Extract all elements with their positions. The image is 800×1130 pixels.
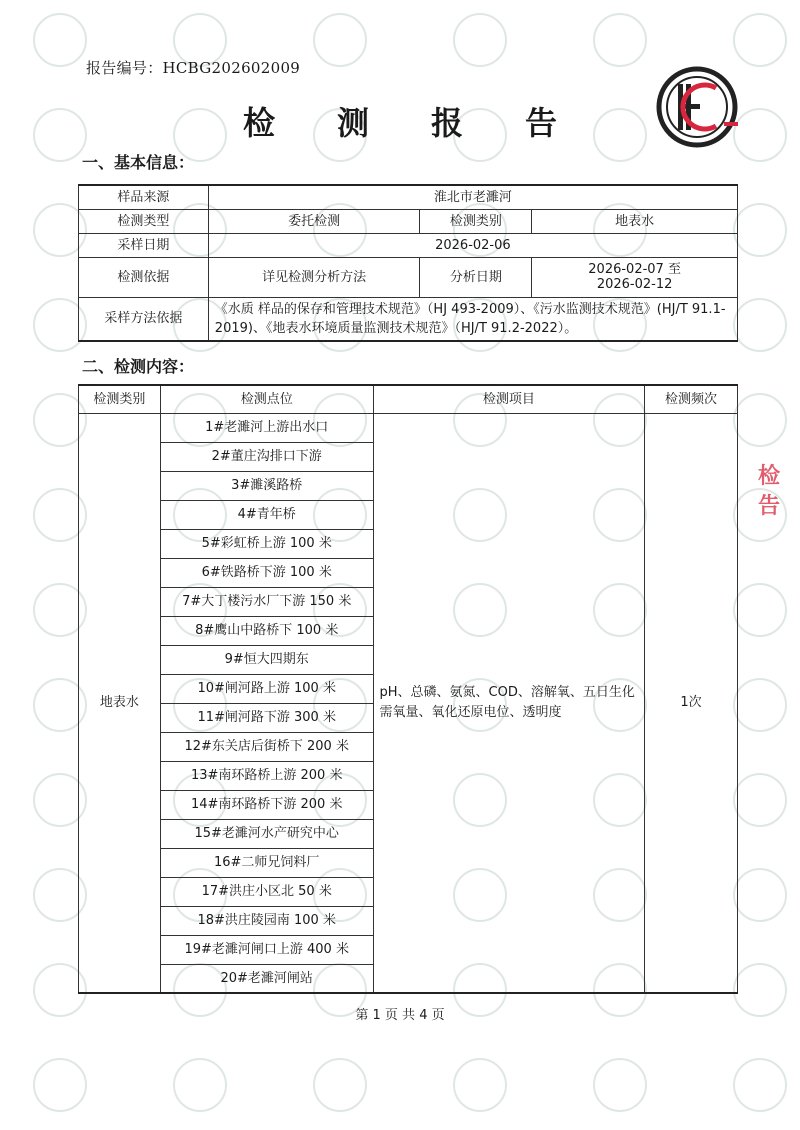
label-sample-source: 样品来源 <box>79 185 209 209</box>
table-row <box>79 413 738 442</box>
cell-point: 10#闸河路上游 100 米 <box>160 674 373 703</box>
value-sample-source: 淮北市老濉河 <box>208 185 737 209</box>
stamp-text-1: 检 <box>758 464 781 489</box>
section-basic-info-heading: 一、基本信息： <box>82 153 195 172</box>
column-header-point: 检测点位 <box>160 385 373 413</box>
cell-point: 14#南环路桥下游 200 米 <box>160 790 373 819</box>
cell-point: 16#二师兄饲料厂 <box>160 848 373 877</box>
label-test-basis: 检测依据 <box>79 257 209 297</box>
label-test-category: 检测类别 <box>420 209 532 233</box>
value-analysis-date <box>532 257 738 297</box>
cell-point: 4#青年桥 <box>160 500 373 529</box>
cell-point: 19#老濉河闸口上游 400 米 <box>160 935 373 964</box>
column-header-category: 检测类别 <box>79 385 161 413</box>
value-sampling-date: 2026-02-06 <box>208 233 737 257</box>
cell-point: 5#彩虹桥上游 100 米 <box>160 529 373 558</box>
label-sampling-date: 采样日期 <box>79 233 209 257</box>
stamp-text-2: 告 <box>758 494 781 519</box>
value-test-basis: 详见检测分析方法 <box>208 257 420 297</box>
label-analysis-date: 分析日期 <box>420 257 532 297</box>
cell-point: 11#闸河路下游 300 米 <box>160 703 373 732</box>
cell-point: 3#濉溪路桥 <box>160 471 373 500</box>
cell-point: 9#恒大四期东 <box>160 645 373 674</box>
label-test-type: 检测类型 <box>79 209 209 233</box>
value-test-category: 地表水 <box>532 209 738 233</box>
cell-point: 8#鹰山中路桥下 100 米 <box>160 616 373 645</box>
analysis-date-end: 2026-02-12 <box>596 277 673 292</box>
cell-point: 6#铁路桥下游 100 米 <box>160 558 373 587</box>
cell-point: 20#老濉河闸站 <box>160 964 373 993</box>
value-sampling-method: 《水质 样品的保存和管理技术规范》（HJ 493-2009）、《污水监测技术规范》(HJ/T 91.1-2019)、《地表水环境质量监测技术规范》（HJ/T 91.2-2022）。 <box>208 297 737 341</box>
cell-point: 2#董庄沟排口下游 <box>160 442 373 471</box>
basic-info-table <box>78 184 738 342</box>
analysis-date-start: 2026-02-07 至 <box>588 262 681 277</box>
cell-point: 17#洪庄小区北 50 米 <box>160 877 373 906</box>
cell-category: 地表水 <box>79 413 161 993</box>
label-sampling-method: 采样方法依据 <box>79 297 209 341</box>
cell-point: 7#大丁楼污水厂下游 150 米 <box>160 587 373 616</box>
value-test-type: 委托检测 <box>208 209 420 233</box>
test-content-table <box>78 384 738 994</box>
cell-point: 13#南环路桥上游 200 米 <box>160 761 373 790</box>
red-seal-stamp <box>758 462 800 528</box>
column-header-items: 检测项目 <box>373 385 645 413</box>
cell-point: 18#洪庄陵园南 100 米 <box>160 906 373 935</box>
cell-frequency: 1次 <box>645 413 738 993</box>
cell-point: 15#老濉河水产研究中心 <box>160 819 373 848</box>
cell-point: 12#东关店后街桥下 200 米 <box>160 732 373 761</box>
column-header-frequency: 检测频次 <box>645 385 738 413</box>
document-title: 检测报告 <box>242 104 619 142</box>
cell-items: pH、总磷、氨氮、COD、溶解氧、五日生化需氧量、氧化还原电位、透明度 <box>373 413 645 993</box>
cell-point: 1#老濉河上游出水口 <box>160 413 373 442</box>
page-footer: 第 1 页 共 4 页 <box>355 1008 445 1023</box>
section-content-heading: 二、检测内容： <box>82 357 195 376</box>
report-number: 报告编号：HCBG202602009 <box>86 59 301 77</box>
